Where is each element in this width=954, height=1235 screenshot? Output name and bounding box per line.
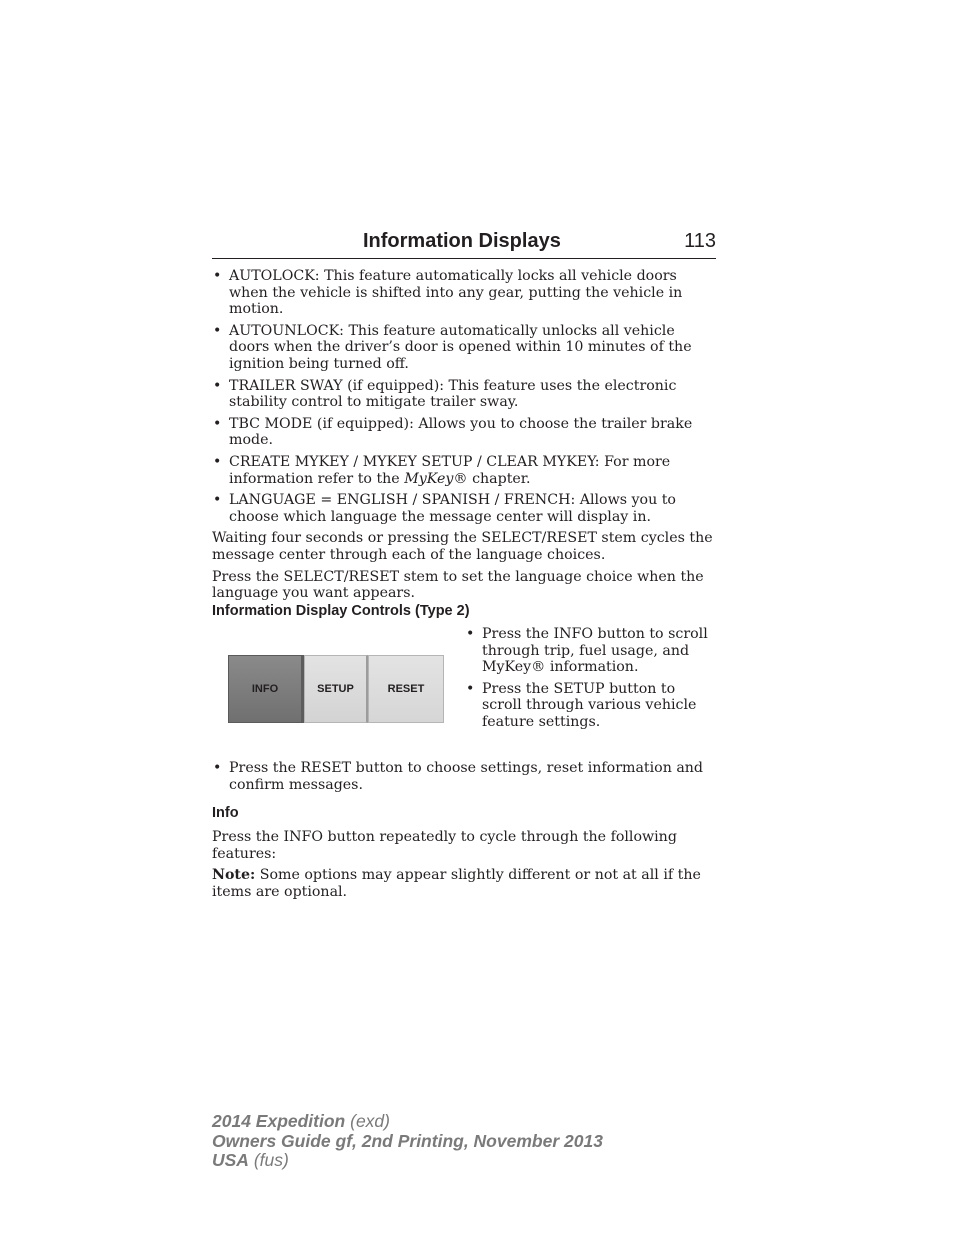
list-item: • Press the INFO button to scroll through trip, fuel usage, and MyKey® information. [465, 626, 717, 676]
list-item: • TBC MODE (if equipped): Allows you to choose the trailer brake mode. [212, 416, 716, 449]
page-title: Information Displays [363, 230, 561, 252]
footer-line-3 [212, 1151, 603, 1171]
list-item [212, 454, 716, 487]
language-set-paragraph: Press the SELECT/RESET stem to set the language choice when the language you want appears. [212, 568, 704, 602]
list-item: • AUTOUNLOCK: This feature automatically unlocks all vehicle doors when the driver’s door is opened within 10 minutes of the ignition being turned off. [212, 323, 716, 373]
control-panel-illustration [228, 655, 444, 723]
note-paragraph [212, 867, 716, 900]
footer-region-code: (fus) [248, 1150, 289, 1170]
page-number: 113 [684, 230, 716, 252]
page-header [212, 228, 716, 259]
list-item: • Press the RESET button to choose settings, reset information and confirm messages. [212, 760, 716, 793]
feature-list-block [212, 268, 716, 607]
reset-bullet-list [212, 760, 716, 793]
footer-model: 2014 Expedition [212, 1111, 346, 1131]
mykey-text-after: chapter. [467, 470, 531, 487]
feature-bullet-list [212, 268, 716, 525]
mykey-chapter-ref: MyKey® [404, 470, 468, 487]
list-item: • LANGUAGE = ENGLISH / SPANISH / FRENCH: Allows you to choose which language the message center will display in. [212, 492, 716, 525]
note-text: Some options may appear slightly different or not at all if the items are optional. [212, 867, 701, 900]
reset-block [212, 760, 716, 798]
reset-button: RESET [368, 655, 444, 723]
list-item: • TRAILER SWAY (if equipped): This feature uses the electronic stability control to mitigate trailer sway. [212, 378, 716, 411]
note-label: Note: [212, 867, 256, 884]
footer-line-2 [212, 1132, 603, 1152]
setup-button: SETUP [304, 655, 368, 723]
list-item: • Press the SETUP button to scroll through various vehicle feature settings. [465, 681, 717, 731]
control-bullet-list [465, 626, 717, 731]
mykey-text-before: CREATE MYKEY / MYKEY SETUP / CLEAR MYKEY: For more information refer to the [229, 453, 671, 487]
info-block [212, 829, 716, 905]
footer-model-code: (exd) [345, 1111, 390, 1131]
footer-guide-info: Owners Guide gf, 2nd Printing, November 2013 [212, 1130, 603, 1151]
page-footer [212, 1112, 603, 1171]
footer-line-1 [212, 1112, 603, 1132]
footer-region: USA [212, 1150, 249, 1170]
language-cycle-paragraph: Waiting four seconds or pressing the SELECT/RESET stem cycles the message center through each of the language choices. [212, 530, 713, 563]
info-heading: Info [212, 805, 239, 821]
info-button: INFO [228, 655, 304, 723]
list-item: • AUTOLOCK: This feature automatically locks all vehicle doors when the vehicle is shifted into any gear, putting the vehicle in motion. [212, 268, 716, 318]
section-heading: Information Display Controls (Type 2) [212, 603, 470, 619]
info-paragraph: Press the INFO button repeatedly to cycle through the following features: [212, 829, 677, 862]
side-bullet-block [465, 626, 717, 736]
